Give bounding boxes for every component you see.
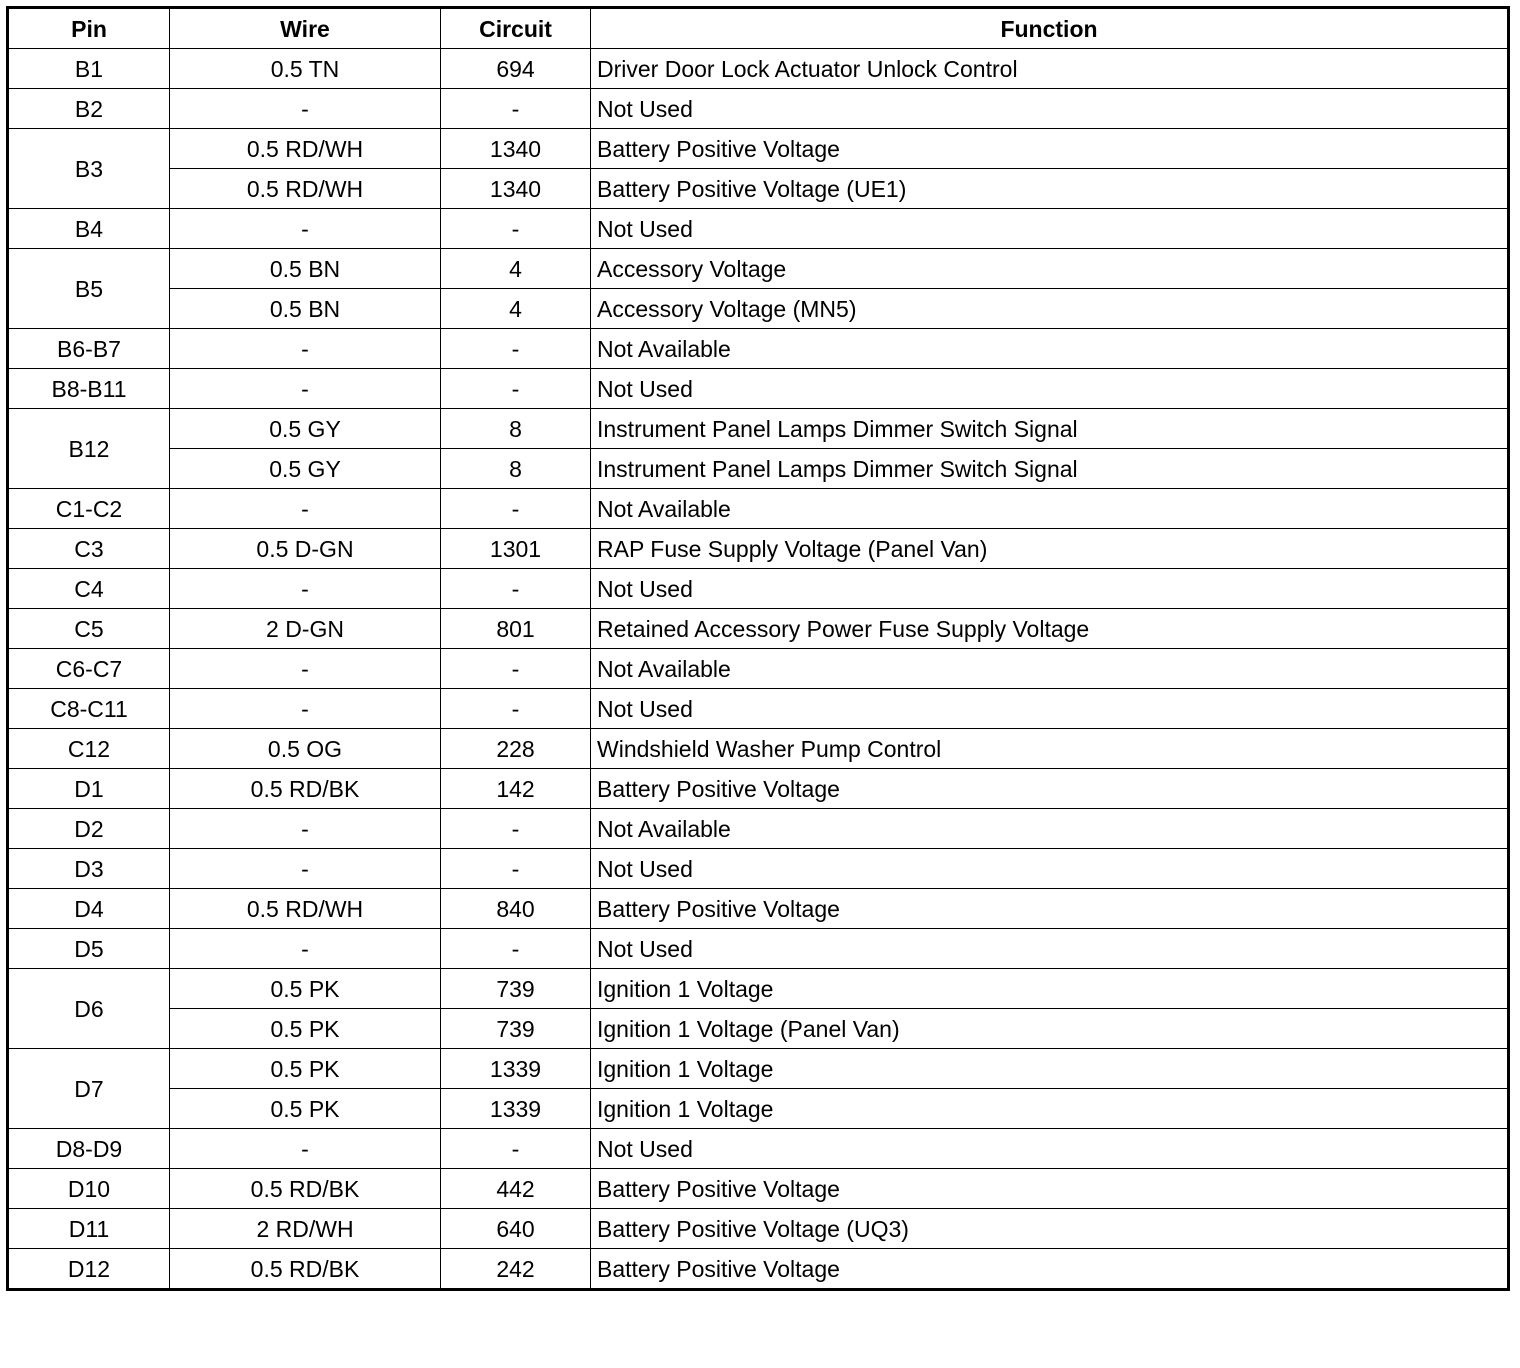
circuit-cell: - (441, 89, 591, 129)
pin-cell: D1 (8, 769, 170, 809)
wire-cell: 0.5 RD/BK (170, 1169, 441, 1209)
circuit-cell: 1339 (441, 1049, 591, 1089)
wire-cell: 0.5 BN (170, 249, 441, 289)
pin-cell: B2 (8, 89, 170, 129)
table-row (8, 889, 1509, 929)
pin-cell: C5 (8, 609, 170, 649)
pin-cell: C6-C7 (8, 649, 170, 689)
table-row (8, 49, 1509, 89)
table-body (8, 49, 1509, 1290)
table-row (8, 209, 1509, 249)
function-cell: Ignition 1 Voltage (591, 969, 1509, 1009)
table-row (8, 529, 1509, 569)
table-row (8, 609, 1509, 649)
wire-cell: 0.5 PK (170, 1049, 441, 1089)
wire-cell: 0.5 RD/WH (170, 889, 441, 929)
function-cell: Battery Positive Voltage (UE1) (591, 169, 1509, 209)
wire-cell: 0.5 OG (170, 729, 441, 769)
circuit-cell: - (441, 369, 591, 409)
function-cell: Ignition 1 Voltage (Panel Van) (591, 1009, 1509, 1049)
table-row (8, 849, 1509, 889)
table-row (8, 1009, 1509, 1049)
table-row (8, 1089, 1509, 1129)
header-pin: Pin (8, 8, 170, 49)
pin-cell: B5 (8, 249, 170, 329)
function-cell: Not Used (591, 689, 1509, 729)
header-wire: Wire (170, 8, 441, 49)
pin-table (6, 6, 1510, 1291)
table-row (8, 289, 1509, 329)
circuit-cell: - (441, 209, 591, 249)
wire-cell: 2 D-GN (170, 609, 441, 649)
circuit-cell: 1339 (441, 1089, 591, 1129)
pin-cell: D11 (8, 1209, 170, 1249)
circuit-cell: - (441, 689, 591, 729)
function-cell: Instrument Panel Lamps Dimmer Switch Signal (591, 449, 1509, 489)
pin-cell: B12 (8, 409, 170, 489)
function-cell: Retained Accessory Power Fuse Supply Voltage (591, 609, 1509, 649)
function-cell: RAP Fuse Supply Voltage (Panel Van) (591, 529, 1509, 569)
table-row (8, 489, 1509, 529)
pin-cell: D12 (8, 1249, 170, 1290)
header-row (8, 8, 1509, 49)
circuit-cell: 4 (441, 249, 591, 289)
pin-cell: D7 (8, 1049, 170, 1129)
table-row (8, 169, 1509, 209)
function-cell: Not Available (591, 329, 1509, 369)
function-cell: Ignition 1 Voltage (591, 1089, 1509, 1129)
table-row (8, 129, 1509, 169)
circuit-cell: 442 (441, 1169, 591, 1209)
function-cell: Instrument Panel Lamps Dimmer Switch Signal (591, 409, 1509, 449)
wire-cell: 0.5 PK (170, 969, 441, 1009)
table-row (8, 1209, 1509, 1249)
function-cell: Not Used (591, 1129, 1509, 1169)
wire-cell: 0.5 PK (170, 1009, 441, 1049)
circuit-cell: - (441, 649, 591, 689)
pin-cell: B3 (8, 129, 170, 209)
wire-cell: - (170, 489, 441, 529)
circuit-cell: 4 (441, 289, 591, 329)
wire-cell: 0.5 RD/WH (170, 129, 441, 169)
wire-cell: - (170, 809, 441, 849)
circuit-cell: - (441, 1129, 591, 1169)
wire-cell: 0.5 GY (170, 449, 441, 489)
table-row (8, 249, 1509, 289)
function-cell: Ignition 1 Voltage (591, 1049, 1509, 1089)
function-cell: Battery Positive Voltage (UQ3) (591, 1209, 1509, 1249)
table-row (8, 449, 1509, 489)
function-cell: Not Used (591, 569, 1509, 609)
pin-cell: D10 (8, 1169, 170, 1209)
wire-cell: 0.5 RD/BK (170, 769, 441, 809)
table-row (8, 1129, 1509, 1169)
function-cell: Accessory Voltage (591, 249, 1509, 289)
wire-cell: 0.5 PK (170, 1089, 441, 1129)
pin-cell: D8-D9 (8, 1129, 170, 1169)
pin-cell: C1-C2 (8, 489, 170, 529)
wire-cell: 0.5 GY (170, 409, 441, 449)
table-row (8, 369, 1509, 409)
function-cell: Windshield Washer Pump Control (591, 729, 1509, 769)
pin-cell: D3 (8, 849, 170, 889)
pin-cell: B8-B11 (8, 369, 170, 409)
function-cell: Battery Positive Voltage (591, 769, 1509, 809)
circuit-cell: 1340 (441, 129, 591, 169)
pin-cell: C12 (8, 729, 170, 769)
circuit-cell: 242 (441, 1249, 591, 1290)
function-cell: Battery Positive Voltage (591, 129, 1509, 169)
pin-cell: D2 (8, 809, 170, 849)
pin-cell: C4 (8, 569, 170, 609)
table-row (8, 1049, 1509, 1089)
table-row (8, 809, 1509, 849)
wire-cell: - (170, 329, 441, 369)
header-circuit: Circuit (441, 8, 591, 49)
table-row (8, 1249, 1509, 1290)
table-row (8, 569, 1509, 609)
header-function: Function (591, 8, 1509, 49)
function-cell: Not Used (591, 369, 1509, 409)
circuit-cell: 8 (441, 409, 591, 449)
table-row (8, 89, 1509, 129)
circuit-cell: 694 (441, 49, 591, 89)
circuit-cell: 739 (441, 1009, 591, 1049)
pin-cell: C8-C11 (8, 689, 170, 729)
function-cell: Not Available (591, 489, 1509, 529)
table-row (8, 329, 1509, 369)
wire-cell: - (170, 1129, 441, 1169)
circuit-cell: 228 (441, 729, 591, 769)
function-cell: Not Used (591, 849, 1509, 889)
circuit-cell: - (441, 809, 591, 849)
wire-cell: - (170, 849, 441, 889)
table-row (8, 649, 1509, 689)
table-row (8, 769, 1509, 809)
wire-cell: 0.5 D-GN (170, 529, 441, 569)
circuit-cell: 142 (441, 769, 591, 809)
pin-cell: D6 (8, 969, 170, 1049)
circuit-cell: 1340 (441, 169, 591, 209)
pin-cell: B6-B7 (8, 329, 170, 369)
function-cell: Not Available (591, 809, 1509, 849)
function-cell: Not Used (591, 89, 1509, 129)
table-row (8, 969, 1509, 1009)
table-row (8, 689, 1509, 729)
pin-cell: C3 (8, 529, 170, 569)
circuit-cell: - (441, 929, 591, 969)
function-cell: Not Used (591, 929, 1509, 969)
table-row (8, 1169, 1509, 1209)
circuit-cell: - (441, 489, 591, 529)
pin-cell: B1 (8, 49, 170, 89)
function-cell: Battery Positive Voltage (591, 1249, 1509, 1290)
wire-cell: - (170, 569, 441, 609)
wire-cell: 0.5 TN (170, 49, 441, 89)
function-cell: Not Used (591, 209, 1509, 249)
circuit-cell: 640 (441, 1209, 591, 1249)
circuit-cell: 8 (441, 449, 591, 489)
wire-cell: - (170, 369, 441, 409)
table-row (8, 729, 1509, 769)
circuit-cell: 1301 (441, 529, 591, 569)
function-cell: Battery Positive Voltage (591, 889, 1509, 929)
wire-cell: - (170, 209, 441, 249)
pin-cell: B4 (8, 209, 170, 249)
wire-cell: - (170, 929, 441, 969)
function-cell: Accessory Voltage (MN5) (591, 289, 1509, 329)
table-row (8, 409, 1509, 449)
wire-cell: - (170, 89, 441, 129)
wire-cell: 2 RD/WH (170, 1209, 441, 1249)
wire-cell: - (170, 689, 441, 729)
wire-cell: 0.5 RD/BK (170, 1249, 441, 1290)
pin-cell: D4 (8, 889, 170, 929)
function-cell: Battery Positive Voltage (591, 1169, 1509, 1209)
circuit-cell: 739 (441, 969, 591, 1009)
wire-cell: - (170, 649, 441, 689)
circuit-cell: - (441, 569, 591, 609)
function-cell: Driver Door Lock Actuator Unlock Control (591, 49, 1509, 89)
circuit-cell: - (441, 329, 591, 369)
circuit-cell: 840 (441, 889, 591, 929)
function-cell: Not Available (591, 649, 1509, 689)
pin-cell: D5 (8, 929, 170, 969)
wire-cell: 0.5 BN (170, 289, 441, 329)
table-row (8, 929, 1509, 969)
circuit-cell: - (441, 849, 591, 889)
wire-cell: 0.5 RD/WH (170, 169, 441, 209)
circuit-cell: 801 (441, 609, 591, 649)
